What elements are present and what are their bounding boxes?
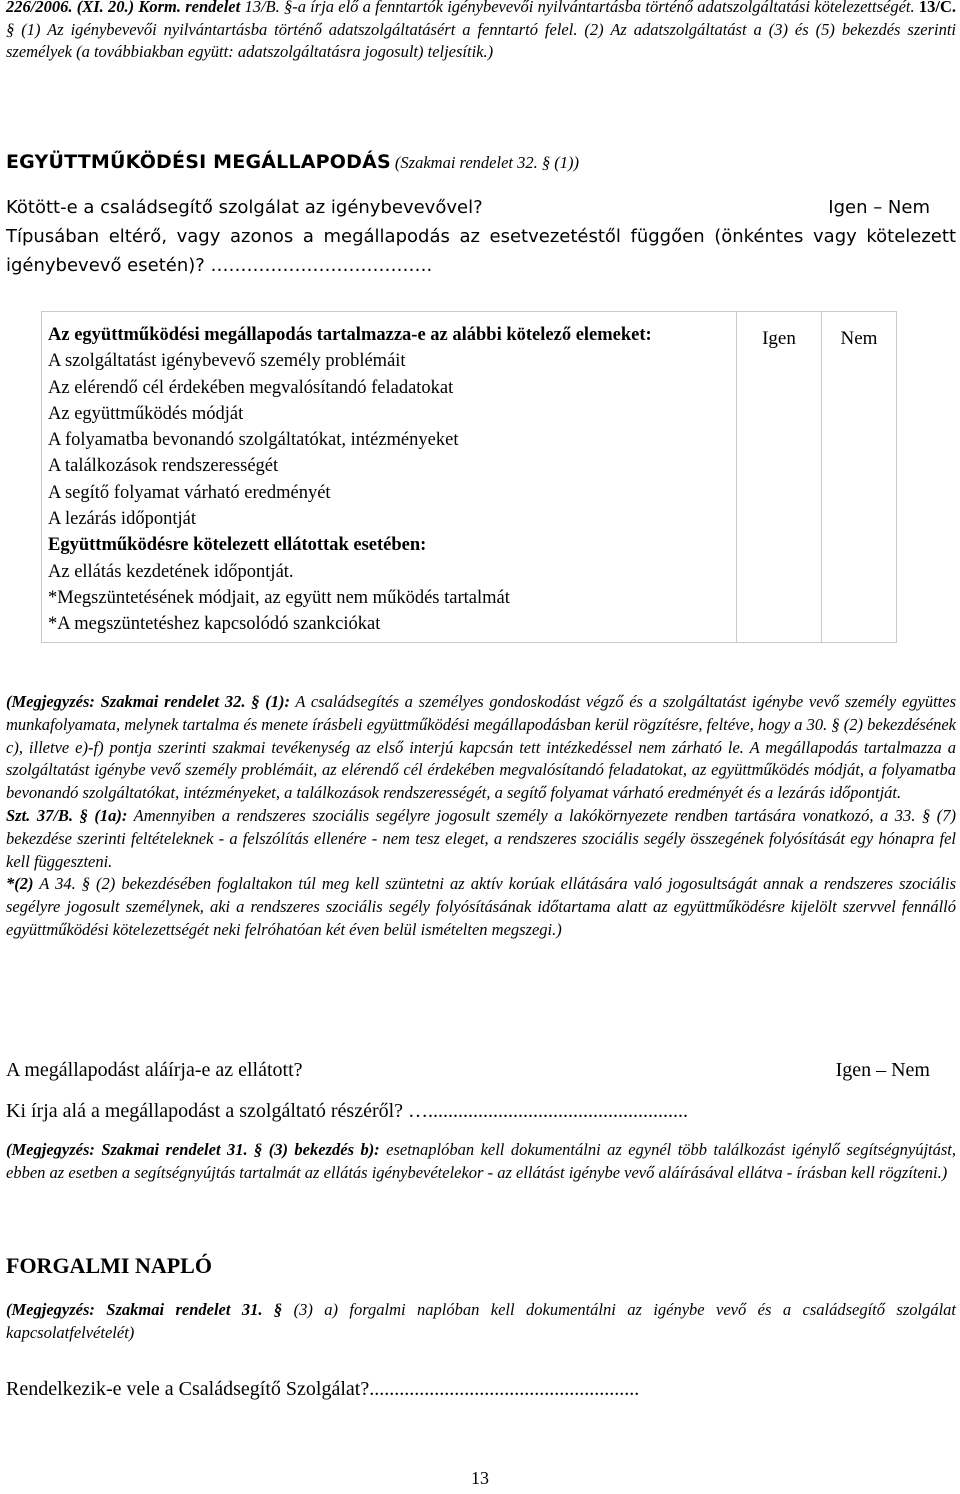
agreement-title-ref: (Szakmai rendelet 32. § (1))	[394, 153, 579, 172]
list-item: *Megszüntetésének módjait, az együtt nem működés tartalmát	[48, 587, 510, 608]
question-traffic-log-text: Rendelkezik-e vele a Családsegítő Szolgálat?......................................................	[6, 1378, 640, 1400]
szt-label: Szt. 37/B. § (1a):	[6, 805, 128, 825]
question-who-signs-text: Ki írja alá a megállapodást a szolgáltató részéről? …....................................................	[6, 1100, 689, 1122]
page-number: 13	[471, 1468, 489, 1488]
question-type-text: Típusában eltérő, vagy azonos a megállapodás az esetvezetéstől függően (önkéntes vagy kötelezett igénybevevő esetén)? ……………………………….	[6, 226, 956, 276]
star-text: A 34. § (2) bekezdésében foglaltakon túl meg kell szüntetni az aktív korúak ellátására való jogosultságát annak a rendszeres szociális segélyre jogosult személynek, aki a rendszeres szociális segély folyósításának időtartama alatt az együttműködésre kijelölt szervvel fennálló együttműködési kötelezettségét neki felróhatóan két éven belül ismételten megszegi.)	[6, 874, 956, 939]
note2-text: esetnaplóban kell dokumentálni az egynél több találkozást igénylő segítségnyújtást, ebben az esetben a segítségnyújtás tartalmát az ellátás igénybevételekor - az ellátást igénybe vevő aláírásával ellátva - írásban kell rögzíteni.)	[6, 1140, 956, 1182]
header-note-c-label: 13/C.	[918, 0, 956, 16]
header-note-c-text: § (1) Az igénybevevői nyilvántartásba történő adatszolgáltatásért a fenntartó felel. (2) Az adatszolgáltatást a (3) és (5) bekezdés szerinti személyek (a továbbiakban együtt: adatszolgáltatásra jogosult) teljesítik.)	[6, 19, 956, 62]
list-item: A találkozások rendszerességét	[48, 456, 279, 477]
list-item: Az elérendő cél érdekében megvalósítandó feladatokat	[48, 377, 454, 398]
question-bound-text: Kötött-e a családsegítő szolgálat az igénybevevővel?	[6, 197, 483, 218]
no-column[interactable]	[822, 312, 897, 643]
question-type	[6, 222, 956, 280]
mandatory-elements-table	[41, 311, 897, 643]
question-sign	[6, 1056, 956, 1084]
table-header: Az együttműködési megállapodás tartalmazza-e az alábbi kötelező elemeket:	[48, 325, 652, 345]
header-note-text: 13/B. §-a írja elő a fenntartók igénybevevői nyilvántartásba történő adatszolgáltatási kötelezettségét.	[240, 0, 919, 16]
section-title-traffic-log	[6, 1253, 956, 1279]
star-label: *(2)	[6, 874, 34, 894]
list-item: A segítő folyamat várható eredményét	[48, 482, 331, 503]
question-sign-text: A megállapodást aláírja-e az ellátott?	[6, 1059, 303, 1081]
elements-cell	[42, 312, 737, 643]
note1-text: A családsegítés a személyes gondoskodást végző és a szolgáltatást igénybe vevő személy együttes munkafolyamata, melynek tartalma és menete írásbeli együttműködési megállapodásban kerül rögzítésre, feltéve, hogy a 30. § (2) bekezdésének c), illetve e)-f) pontja szerinti szakmai tevékenység az első interjú kapcsán tett intézkedéssel nem zárható le. A megállapodás tartalmazza a szolgáltatást igénybe vevő személy problémáit, az elérendő cél érdekében megvalósítandó feladatokat, az együttműködés módját, a folyamatba bevonandó szolgáltatókat, intézményeket, a találkozások rendszerességét, a segítő folyamat várható eredményét és a lezárás időpontját.	[6, 692, 957, 803]
list-item: Az együttműködés módját	[48, 403, 244, 424]
header-note	[6, 0, 956, 64]
question-who-signs	[6, 1097, 956, 1125]
question-bound-options: Igen – Nem	[828, 197, 930, 218]
note3-label: (Megjegyzés: Szakmai rendelet 31. §	[6, 1300, 283, 1319]
table-subheader: Együttműködésre kötelezett ellátottak esetében:	[48, 535, 427, 556]
note-rendelet-31-a	[6, 1299, 956, 1344]
section-title-agreement	[6, 151, 956, 175]
list-item: A lezárás időpontját	[48, 509, 196, 530]
note1-label: (Megjegyzés: Szakmai rendelet 32. § (1):	[6, 692, 290, 711]
szt-text: Amennyiben a rendszeres szociális segélyre jogosult személy a lakókörnyezete rendben tartására vonatkozó, a 33. § (7) bekezdése szerinti feltételeknek - a felszólítás ellenére - nem tesz eleget, a rendszeres szociális segély összegének folyósítását egy hónapra fel kell függeszteni.	[6, 805, 956, 871]
question-sign-options: Igen – Nem	[835, 1059, 930, 1081]
yes-column[interactable]	[737, 312, 822, 643]
question-traffic-log	[6, 1375, 956, 1403]
traffic-log-title: FORGALMI NAPLÓ	[6, 1253, 212, 1278]
header-note-law: 226/2006. (XI. 20.) Korm. rendelet	[6, 0, 241, 16]
no-column-label: Nem	[840, 328, 878, 349]
note-rendelet-31-b	[6, 1139, 956, 1184]
agreement-title: EGYÜTTMŰKÖDÉSI MEGÁLLAPODÁS	[6, 151, 391, 173]
note-rendelet-32	[6, 691, 956, 942]
list-item: Az ellátás kezdetének időpontját.	[48, 561, 294, 582]
note3-text: (3) a) forgalmi naplóban kell dokumentálni az igénybe vevő és a családsegítő szolgálat kapcsolatfelvételét)	[6, 1300, 956, 1342]
list-item: *A megszüntetéshez kapcsolódó szankciókat	[48, 614, 381, 635]
note2-label: (Megjegyzés: Szakmai rendelet 31. § (3) bekezdés b):	[6, 1140, 380, 1159]
yes-column-label: Igen	[762, 328, 796, 349]
question-bound	[6, 193, 956, 222]
list-item: A szolgáltatást igénybevevő személy problémáit	[48, 351, 406, 372]
list-item: A folyamatba bevonandó szolgáltatókat, intézményeket	[48, 430, 459, 451]
